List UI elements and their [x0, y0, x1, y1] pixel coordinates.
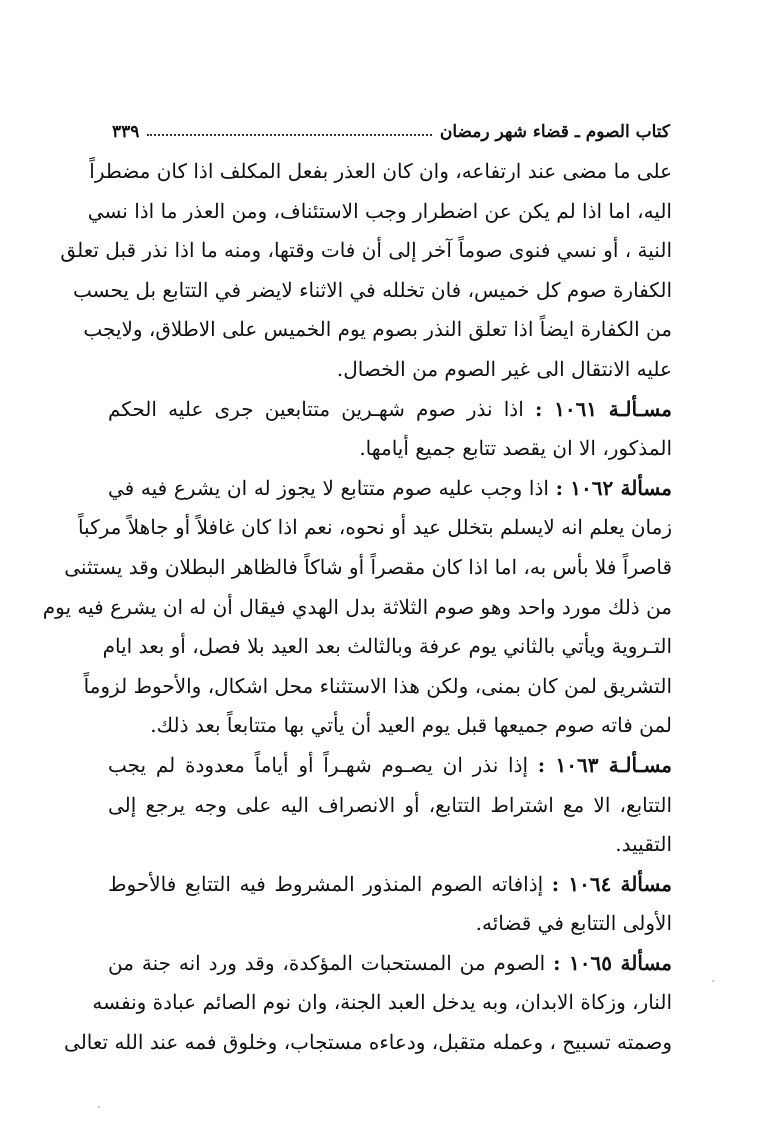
issue-label: مسـألـة ١٠٦٣ :: [537, 752, 672, 777]
text-line: [42, 588, 672, 628]
chapter-title: كتاب الصوم ـ قضاء شهر رمضان: [439, 122, 670, 142]
text-line: [108, 350, 672, 390]
scan-speck: [98, 1106, 100, 1108]
text-line: [102, 627, 672, 667]
dot-leader: [147, 133, 431, 136]
scan-speck: [712, 980, 714, 982]
issue-label: مسألة ١٠٦٥ :: [553, 950, 672, 975]
issue-heading-line: [108, 390, 672, 430]
line-text: الأولى التتابع في قضائه.: [475, 911, 672, 936]
text-line: [73, 271, 672, 311]
issue-label: مسألة ١٠٦٤ :: [551, 871, 672, 896]
text-line: [64, 548, 672, 588]
line-text: زمان يعلم انه لايسلم بتخلل عيد أو نحوه، نعم اذا كان غافلاً أو جاهلاً مركباً: [77, 515, 672, 540]
issue-label: مسـألـة ١٠٦١ :: [534, 396, 672, 421]
line-text: من الكفارة ايضاً اذا تعلق النذر بصوم يوم الخميس على الاطلاق، ولايجب: [83, 317, 672, 342]
line-text: التتابع، الا مع اشتراط التتابع، أو الانصراف اليه على وجه يرجع إلى: [108, 792, 672, 817]
line-text: عليه الانتقال الى غير الصوم من الخصال.: [336, 356, 672, 381]
text-line: [89, 152, 672, 192]
text-line: [108, 825, 672, 865]
line-text: من ذلك مورد واحد وهو صوم الثلاثة بدل الهدي فيقال أن له ان يشرع فيه يوم: [42, 594, 672, 619]
text-line: [108, 904, 672, 944]
line-text: على ما مضى عند ارتفاعه، وان كان العذر بفعل المكلف اذا كان مضطراً: [89, 159, 672, 183]
line-text: النية ، أو نسي فنوى صوماً آخر إلى أن فات وقتها، ومنه ما اذا نذر قبل تعلق: [60, 238, 672, 263]
line-text: الكفارة صوم كل خميس، فان تخلله في الاثناء لايضر في التتابع بل يحسب: [73, 277, 672, 302]
text-line: [60, 231, 672, 271]
line-text: إذا نذر ان يصـوم شهـراً أو أياماً معدودة لم يجب: [108, 752, 529, 777]
text-line: [83, 310, 672, 350]
body-text: [42, 152, 672, 1063]
line-text: قاصراً فلا بأس به، اما اذا كان مقصراً أو شاكاً فالظاهر البطلان وقد يستثنى: [64, 554, 672, 579]
issue-label: مسألة ١٠٦٢ :: [555, 475, 672, 500]
text-line: [108, 706, 672, 746]
text-line: [64, 1023, 672, 1063]
issue-heading-line: [108, 469, 672, 509]
line-text: وصمته تسبيح ، وعمله متقبل، ودعاءه مستجاب، وخلوق فمه عند الله تعالى: [64, 1030, 672, 1055]
line-text: اليه، اما اذا لم يكن عن اضطرار وجب الاستئناف، ومن العذر ما اذا نسي: [87, 198, 672, 223]
text-line: [108, 429, 672, 469]
line-text: التقييد.: [615, 832, 672, 857]
line-text: لمن فاته صوم جميعها قبل يوم العيد أن يأتي بها متتابعاً بعد ذلك.: [150, 713, 672, 738]
line-text: النار، وزكاة الابدان، وبه يدخل العبد الجنة، وان نوم الصائم عبادة ونفسه: [92, 990, 672, 1015]
issue-heading-line: [108, 865, 672, 905]
line-text: اذا نذر صوم شهـرين متتابعين جرى عليه الحكم: [108, 396, 524, 421]
line-text: التـروية ويأتي بالثاني يوم عرفة وبالثالث بعد العيد بلا فصل، أو بعد ايام: [102, 634, 672, 659]
line-text: إذافاته الصوم المنذور المشروط فيه التتابع فالأحوط: [108, 871, 544, 896]
running-header: [112, 112, 670, 142]
text-line: [108, 786, 672, 826]
line-text: التشريق لمن كان بمنى، ولكن هذا الاستثناء محل اشكال، والأحوط لزوماً: [83, 673, 672, 698]
line-text: الصوم من المستحبات المؤكدة، وقد ورد انه جنة من: [108, 950, 546, 975]
text-line: [87, 192, 672, 232]
issue-heading-line: [108, 944, 672, 984]
text-line: [83, 667, 672, 707]
page-number: ٣٣٩: [112, 122, 140, 142]
line-text: المذكور، الا ان يقصد تتابع جميع أيامها.: [359, 436, 672, 461]
text-line: [77, 508, 672, 548]
line-text: اذا وجب عليه صوم متتابع لا يجوز له ان يشرع فيه في: [108, 475, 549, 500]
issue-heading-line: [108, 746, 672, 786]
text-line: [92, 983, 672, 1023]
